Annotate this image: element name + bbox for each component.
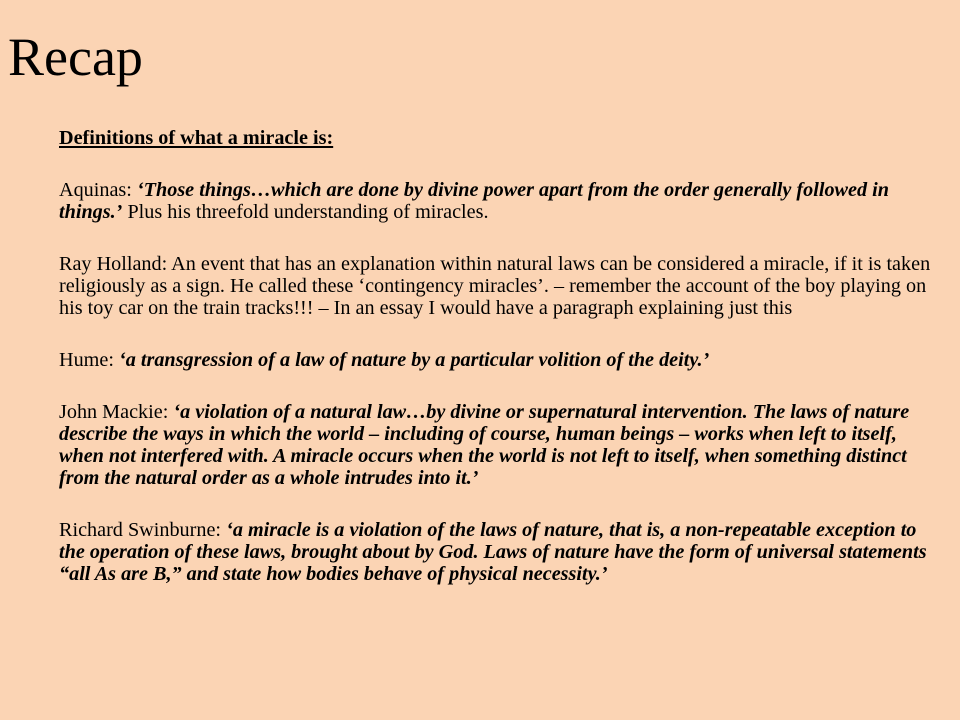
mackie-label: John Mackie: (59, 401, 174, 423)
slide-content (59, 127, 939, 585)
holland-text: Ray Holland: An event that has an explanation within natural laws can be considered a miracle, if it is taken religiously as a sign. He called these ‘contingency miracles’. – remember the account of the boy playing on his toy car on the train tracks!!! – In an essay I would have a paragraph explaining just this (59, 253, 931, 319)
aquinas-definition (59, 179, 939, 223)
mackie-definition (59, 401, 939, 489)
hume-quote: ‘a transgression of a law of nature by a particular volition of the deity.’ (119, 349, 710, 371)
swinburne-definition (59, 519, 939, 585)
hume-label: Hume: (59, 349, 119, 371)
aquinas-quote: ‘Those things…which are done by divine power apart from the order generally followed in things.’ (59, 179, 889, 223)
aquinas-note: Plus his threefold understanding of miracles. (122, 201, 489, 223)
mackie-quote: ‘a violation of a natural law…by divine or supernatural intervention. The laws of nature describe the ways in which the world – including of course, human beings – works when left to itself, when not interfered with. A miracle occurs when the world is not left to itself, when something distinct from the natural order as a whole intrudes into it.’ (59, 401, 910, 489)
holland-definition (59, 253, 939, 319)
swinburne-quote: ‘a miracle is a violation of the laws of nature, that is, a non-repeatable exception to the operation of these laws, brought about by God. Laws of nature have the form of universal statements “all As are B,” and state how bodies behave of physical necessity.’ (59, 519, 927, 585)
swinburne-label: Richard Swinburne: (59, 519, 227, 541)
slide-title: Recap (8, 27, 143, 87)
aquinas-label: Aquinas: (59, 179, 137, 201)
hume-definition (59, 349, 939, 371)
definitions-heading: Definitions of what a miracle is: (59, 127, 334, 149)
